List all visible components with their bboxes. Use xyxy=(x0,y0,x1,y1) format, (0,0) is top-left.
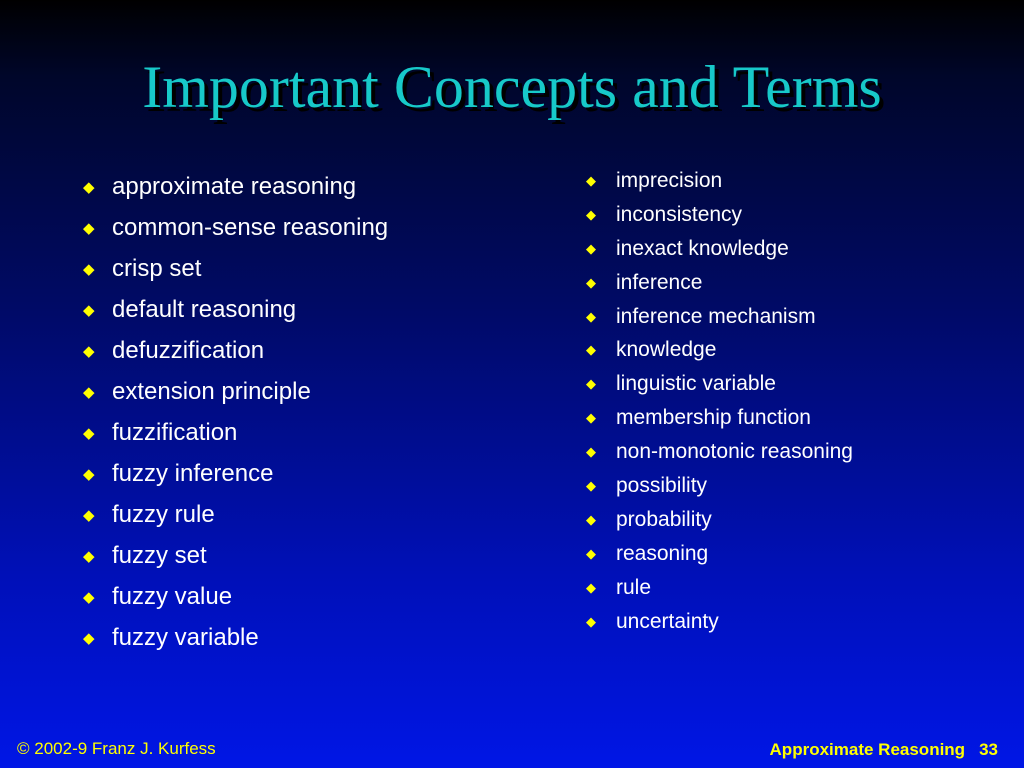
footer-course-info xyxy=(770,740,998,760)
term-label: crisp set xyxy=(112,255,202,282)
list-item xyxy=(83,168,388,209)
diamond-bullet-icon: ◆ xyxy=(586,613,596,629)
diamond-bullet-icon: ◆ xyxy=(586,376,596,392)
list-item xyxy=(83,455,388,496)
diamond-bullet-icon: ◆ xyxy=(586,342,596,358)
term-label: inference xyxy=(616,270,703,294)
list-item xyxy=(83,373,388,414)
term-label: fuzzy set xyxy=(112,542,207,569)
term-label: membership function xyxy=(616,406,811,430)
diamond-bullet-icon: ◆ xyxy=(586,511,596,527)
list-item xyxy=(586,605,853,639)
term-label: fuzzification xyxy=(112,419,238,446)
list-item xyxy=(83,250,388,291)
slide-title: Important Concepts and Terms xyxy=(142,54,882,120)
diamond-bullet-icon: ◆ xyxy=(586,206,596,222)
diamond-bullet-icon: ◆ xyxy=(83,220,95,237)
diamond-bullet-icon: ◆ xyxy=(83,548,95,565)
diamond-bullet-icon: ◆ xyxy=(83,343,95,360)
diamond-bullet-icon: ◆ xyxy=(586,240,596,256)
term-label: non-monotonic reasoning xyxy=(616,440,853,464)
diamond-bullet-icon: ◆ xyxy=(83,384,95,401)
list-item xyxy=(586,537,853,571)
list-item xyxy=(83,291,388,332)
diamond-bullet-icon: ◆ xyxy=(83,302,95,319)
list-item xyxy=(83,332,388,373)
term-label: imprecision xyxy=(616,169,723,192)
diamond-bullet-icon: ◆ xyxy=(586,410,596,426)
diamond-bullet-icon: ◆ xyxy=(83,425,95,442)
diamond-bullet-icon: ◆ xyxy=(586,545,596,561)
list-item xyxy=(586,232,853,266)
list-item xyxy=(586,367,853,401)
footer-copyright: © 2002-9 Franz J. Kurfess xyxy=(17,739,216,758)
diamond-bullet-icon: ◆ xyxy=(83,261,95,278)
term-label: rule xyxy=(616,575,652,599)
page-number: 33 xyxy=(979,740,998,759)
list-item xyxy=(586,333,853,367)
left-term-list xyxy=(83,168,388,660)
list-item xyxy=(586,164,853,198)
term-label: defuzzification xyxy=(112,337,265,364)
list-item xyxy=(83,578,388,619)
diamond-bullet-icon: ◆ xyxy=(586,173,596,188)
term-label: inconsistency xyxy=(616,202,743,226)
term-label: common-sense reasoning xyxy=(112,214,389,241)
list-item xyxy=(586,266,853,300)
term-label: uncertainty xyxy=(616,609,719,633)
diamond-bullet-icon: ◆ xyxy=(586,274,596,290)
list-item xyxy=(83,537,388,578)
term-label: possibility xyxy=(616,474,708,498)
term-label: reasoning xyxy=(616,541,709,565)
list-item xyxy=(83,209,388,250)
list-item xyxy=(83,414,388,455)
term-label: extension principle xyxy=(112,378,311,405)
term-label: knowledge xyxy=(616,338,717,362)
term-label: fuzzy value xyxy=(112,583,233,610)
list-item xyxy=(586,503,853,537)
diamond-bullet-icon: ◆ xyxy=(83,466,95,483)
term-label: inference mechanism xyxy=(616,304,816,328)
list-item xyxy=(83,619,388,660)
diamond-bullet-icon: ◆ xyxy=(586,579,596,595)
list-item xyxy=(586,401,853,435)
term-label: linguistic variable xyxy=(616,372,776,396)
diamond-bullet-icon: ◆ xyxy=(83,630,95,647)
term-label: fuzzy inference xyxy=(112,460,274,487)
term-label: default reasoning xyxy=(112,296,297,323)
list-item xyxy=(586,198,853,232)
list-item xyxy=(586,469,853,503)
list-item xyxy=(586,300,853,334)
diamond-bullet-icon: ◆ xyxy=(586,478,596,494)
diamond-bullet-icon: ◆ xyxy=(83,589,95,606)
term-label: approximate reasoning xyxy=(112,173,357,200)
term-label: probability xyxy=(616,507,712,531)
list-item xyxy=(83,496,388,537)
diamond-bullet-icon: ◆ xyxy=(586,444,596,460)
diamond-bullet-icon: ◆ xyxy=(586,308,596,324)
footer-course-title: Approximate Reasoning xyxy=(769,740,966,759)
list-item xyxy=(586,571,853,605)
term-label: fuzzy rule xyxy=(112,501,215,528)
list-item xyxy=(586,435,853,469)
right-term-list xyxy=(586,164,853,638)
term-label: inexact knowledge xyxy=(616,236,789,260)
diamond-bullet-icon: ◆ xyxy=(83,179,95,196)
diamond-bullet-icon: ◆ xyxy=(83,507,95,524)
term-label: fuzzy variable xyxy=(112,624,259,651)
